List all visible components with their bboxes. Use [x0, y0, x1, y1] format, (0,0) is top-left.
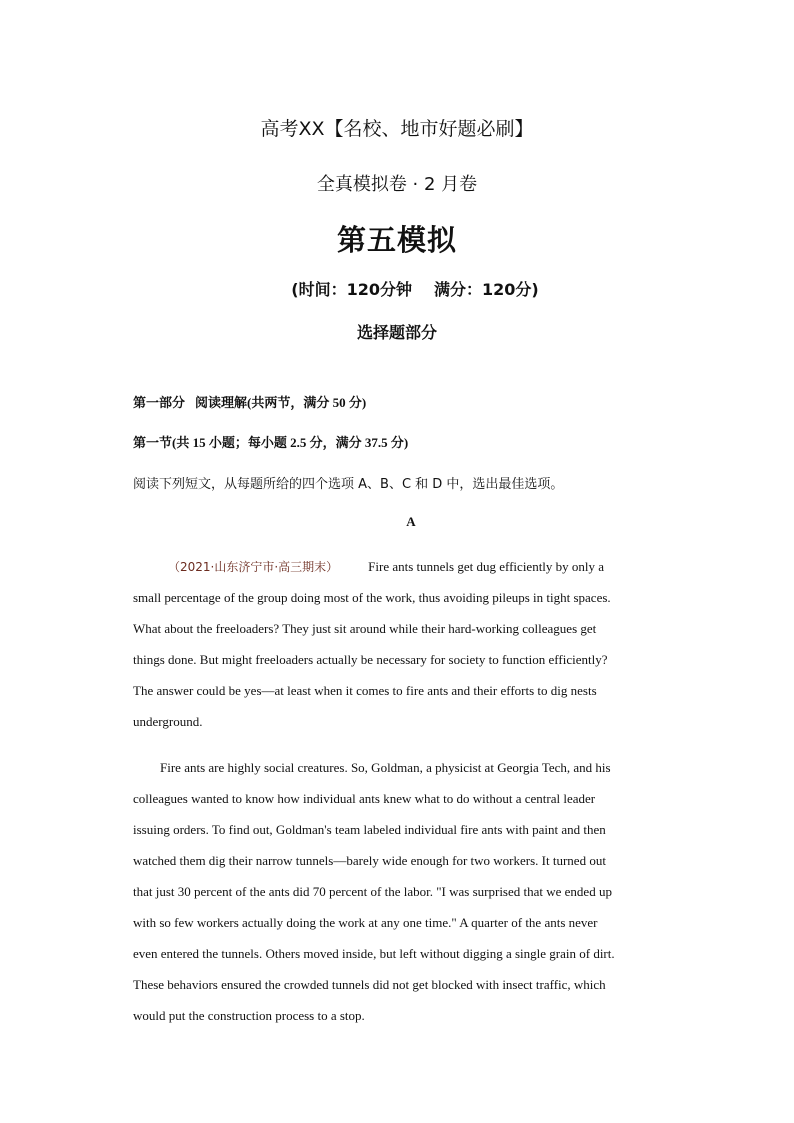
- score-info: 满分：120分): [434, 280, 539, 299]
- edition-title: 全真模拟卷 · 2 月卷: [316, 174, 478, 195]
- exam-title: 第五模拟: [336, 223, 457, 257]
- series-title: 高考XX【名校、地市好题必刷】: [260, 118, 534, 140]
- part-heading: [133, 392, 366, 411]
- paragraph-line: would put the construction process to a stop.: [133, 1008, 365, 1023]
- passage-paragraph-1: [133, 551, 658, 737]
- paragraph-line: things done. But might freeloaders actually be necessary for society to function efficiently?: [133, 652, 608, 667]
- paragraph-line: even entered the tunnels. Others moved inside, but left without digging a single grain of dirt.: [133, 946, 615, 961]
- paragraph-line: with so few workers actually doing the work at any one time." A quarter of the ants never: [133, 915, 598, 930]
- paragraph-line: issuing orders. To find out, Goldman's team labeled individual fire ants with paint and then: [133, 822, 606, 837]
- paragraph-line: What about the freeloaders? They just sit around while their hard-working colleagues get: [133, 621, 597, 636]
- paragraph-line: [133, 752, 658, 783]
- source-tag: （2021·山东济宁市·高三期末）: [168, 560, 339, 574]
- section-name: 选择题部分: [356, 323, 437, 342]
- section-heading: 第一节(共 15 小题；每小题 2.5 分，满分 37.5 分): [133, 435, 409, 450]
- line-text: Fire ants are highly social creatures. So, Goldman, a physicist at Georgia Tech, and his: [160, 760, 611, 775]
- paragraph-line: colleagues wanted to know how individual ants knew what to do without a central leader: [133, 791, 596, 806]
- time-info: (时间：120分钟: [291, 280, 412, 299]
- paragraph-line: that just 30 percent of the ants did 70 percent of the labor. "I was surprised that we ended up: [133, 884, 612, 899]
- passage-paragraph-2: [133, 752, 658, 1031]
- paragraph-line: [133, 551, 658, 582]
- line-text: Fire ants tunnels get dug efficiently by only a: [368, 559, 605, 574]
- part-name: 第一部分: [133, 395, 186, 410]
- paragraph-line: small percentage of the group doing most of the work, thus avoiding pileups in tight spaces.: [133, 590, 611, 605]
- paragraph-line: These behaviors ensured the crowded tunnels did not get blocked with insect traffic, which: [133, 977, 606, 992]
- paragraph-line: underground.: [133, 714, 203, 729]
- paragraph-line: watched them dig their narrow tunnels—barely wide enough for two workers. It turned out: [133, 853, 606, 868]
- paragraph-line: The answer could be yes—at least when it comes to fire ants and their efforts to dig nests: [133, 683, 597, 698]
- passage-label: A: [406, 514, 416, 529]
- part-title: 阅读理解(共两节，满分 50 分): [195, 395, 367, 410]
- instruction-text: 阅读下列短文，从每题所给的四个选项 A、B、C 和 D 中，选出最佳选项。: [133, 477, 564, 492]
- time-score-info: [18, 277, 794, 300]
